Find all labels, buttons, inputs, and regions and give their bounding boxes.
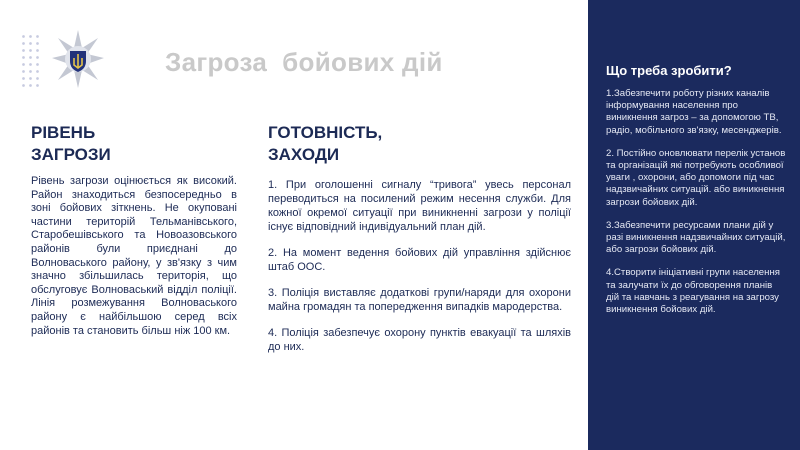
action-panel-title: Що треба зробити? [606,63,732,78]
readiness-heading-text: ГОТОВНІСТЬ, ЗАХОДИ [268,123,383,164]
action-panel [588,0,800,450]
measure-item: 1. При оголошенні сигналу “тривога” увесь персонал переводиться на посилений режим несення служби. Для кожної окремої ситуації при виникненні загрози у поліції існує відповідний індивідуальний план дій. [268,179,571,233]
threat-level-heading [31,122,211,166]
action-item: 2. Постійно оновлювати перелік установ та організацій які потребують особливої уваги , охорони, або допомоги під час надзвичайних ситуацій. або виникнення загрози бойових дій. [606,147,786,208]
police-emblem-icon [50,28,106,90]
decorative-dot-grid [20,33,42,91]
measure-item: 3. Поліція виставляє додаткові групи/наряди для охорони майна громадян та попередження випадків мародерства. [268,287,571,313]
slide-title: Загроза бойових дій [165,47,443,77]
action-item: 3.Забезпечити ресурсами плани дій у разі виникнення надзвичайних ситуацій, або загрози бойових дій. [606,219,786,256]
measure-item: 2. На момент ведення бойових дій управління здійснює штаб ООС. [268,247,571,273]
readiness-measures-list [268,178,571,366]
action-list [606,88,786,327]
measure-item: 4. Поліція забезпечує охорону пунктів евакуації та шляхів до них. [268,327,571,353]
action-item: 1.Забезпечити роботу різних каналів інформування населення про виникнення загроз – за допомогою ТВ, радіо, мобільного зв'язку, месенджерів. [606,88,782,136]
readiness-heading [268,122,468,166]
action-item: 4.Створити ініціативні групи населення та залучати їх до обговорення планів дій та навчань з реагування на загрозу виникнення бойових дій. [606,267,780,316]
threat-level-heading-text: РІВЕНЬ ЗАГРОЗИ [31,123,111,164]
threat-level-text: Рівень загрози оцінюється як високий. Район знаходиться безпосередньо в зоні бойових зіткнень. Не окуповані частини територій Тельманівського, Старобешівського та Новоазовського районів були приєднані до Волноваського району, у зв'язку з чим значно збільшилась територія, що обслуговує Волноваський відділ поліції. Лінія розмежування Волноваського району є найбільшою серед всіх районів та становить більш ніж 100 км. [31,175,237,337]
